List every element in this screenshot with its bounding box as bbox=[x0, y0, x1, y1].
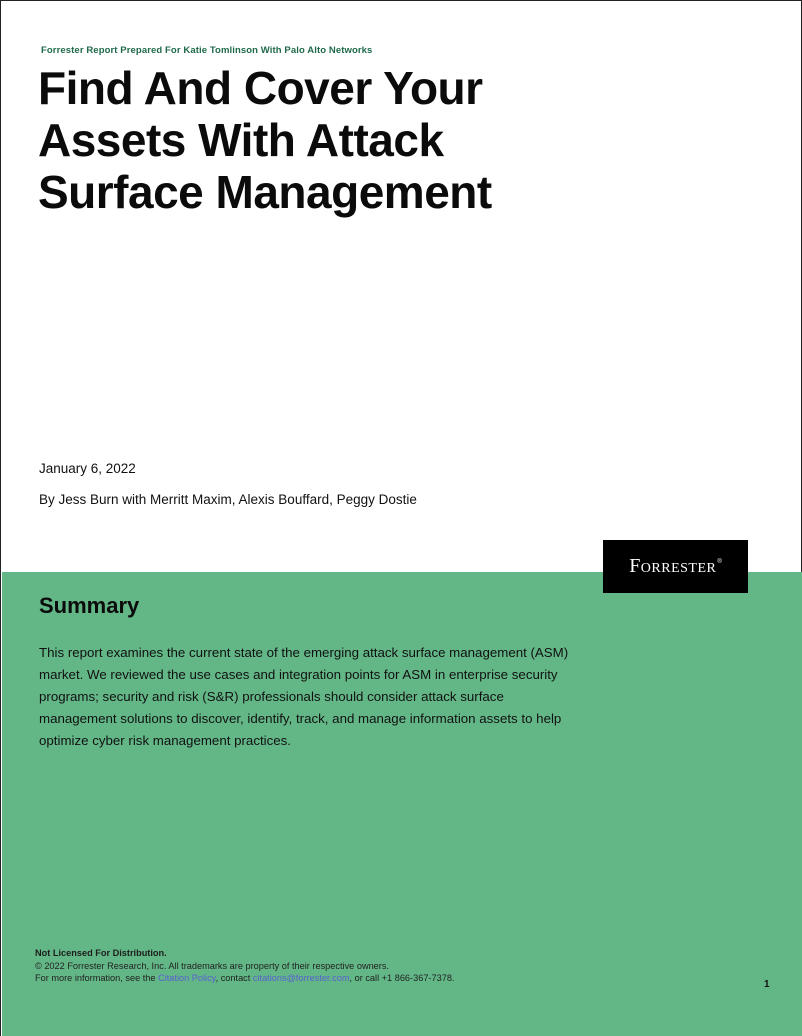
summary-heading: Summary bbox=[39, 593, 140, 618]
not-licensed-notice: Not Licensed For Distribution. bbox=[35, 948, 167, 958]
info-prefix: For more information, see the bbox=[35, 973, 159, 983]
page-number: 1 bbox=[764, 979, 770, 990]
summary-body: This report examines the current state of the emerging attack surface management (ASM) market. We reviewed the use cases and integration points for ASM in enterprise security programs; security and risk (S&R) professionals should consider attack surface management solutions to discover, identify, track, and manage information assets to help optimize cyber risk management practices. bbox=[39, 645, 569, 748]
report-byline: By Jess Burn with Merritt Maxim, Alexis Bouffard, Peggy Dostie bbox=[39, 492, 417, 507]
title-line-1: Find And Cover Your bbox=[38, 62, 483, 114]
prepared-for-line: Forrester Report Prepared For Katie Tomlinson With Palo Alto Networks bbox=[41, 45, 373, 56]
report-title bbox=[38, 62, 598, 218]
copyright-notice: © 2022 Forrester Research, Inc. All trademarks are property of their respective owners. bbox=[35, 960, 390, 971]
phone-suffix: , or call +1 866-367-7378. bbox=[349, 973, 455, 983]
forrester-logo bbox=[603, 540, 748, 593]
forrester-logo-text: Forrester bbox=[629, 555, 717, 577]
registered-mark: ® bbox=[717, 559, 722, 565]
title-line-2: Assets With Attack bbox=[38, 114, 444, 166]
report-date: January 6, 2022 bbox=[39, 461, 136, 476]
citations-email-link[interactable]: citations@forrester.com bbox=[252, 973, 350, 983]
footer bbox=[35, 947, 454, 985]
contact-prefix: , contact bbox=[215, 973, 253, 983]
citation-policy-link[interactable]: Citation Policy bbox=[158, 973, 216, 983]
contact-info bbox=[35, 972, 454, 985]
title-line-3: Surface Management bbox=[38, 166, 492, 218]
